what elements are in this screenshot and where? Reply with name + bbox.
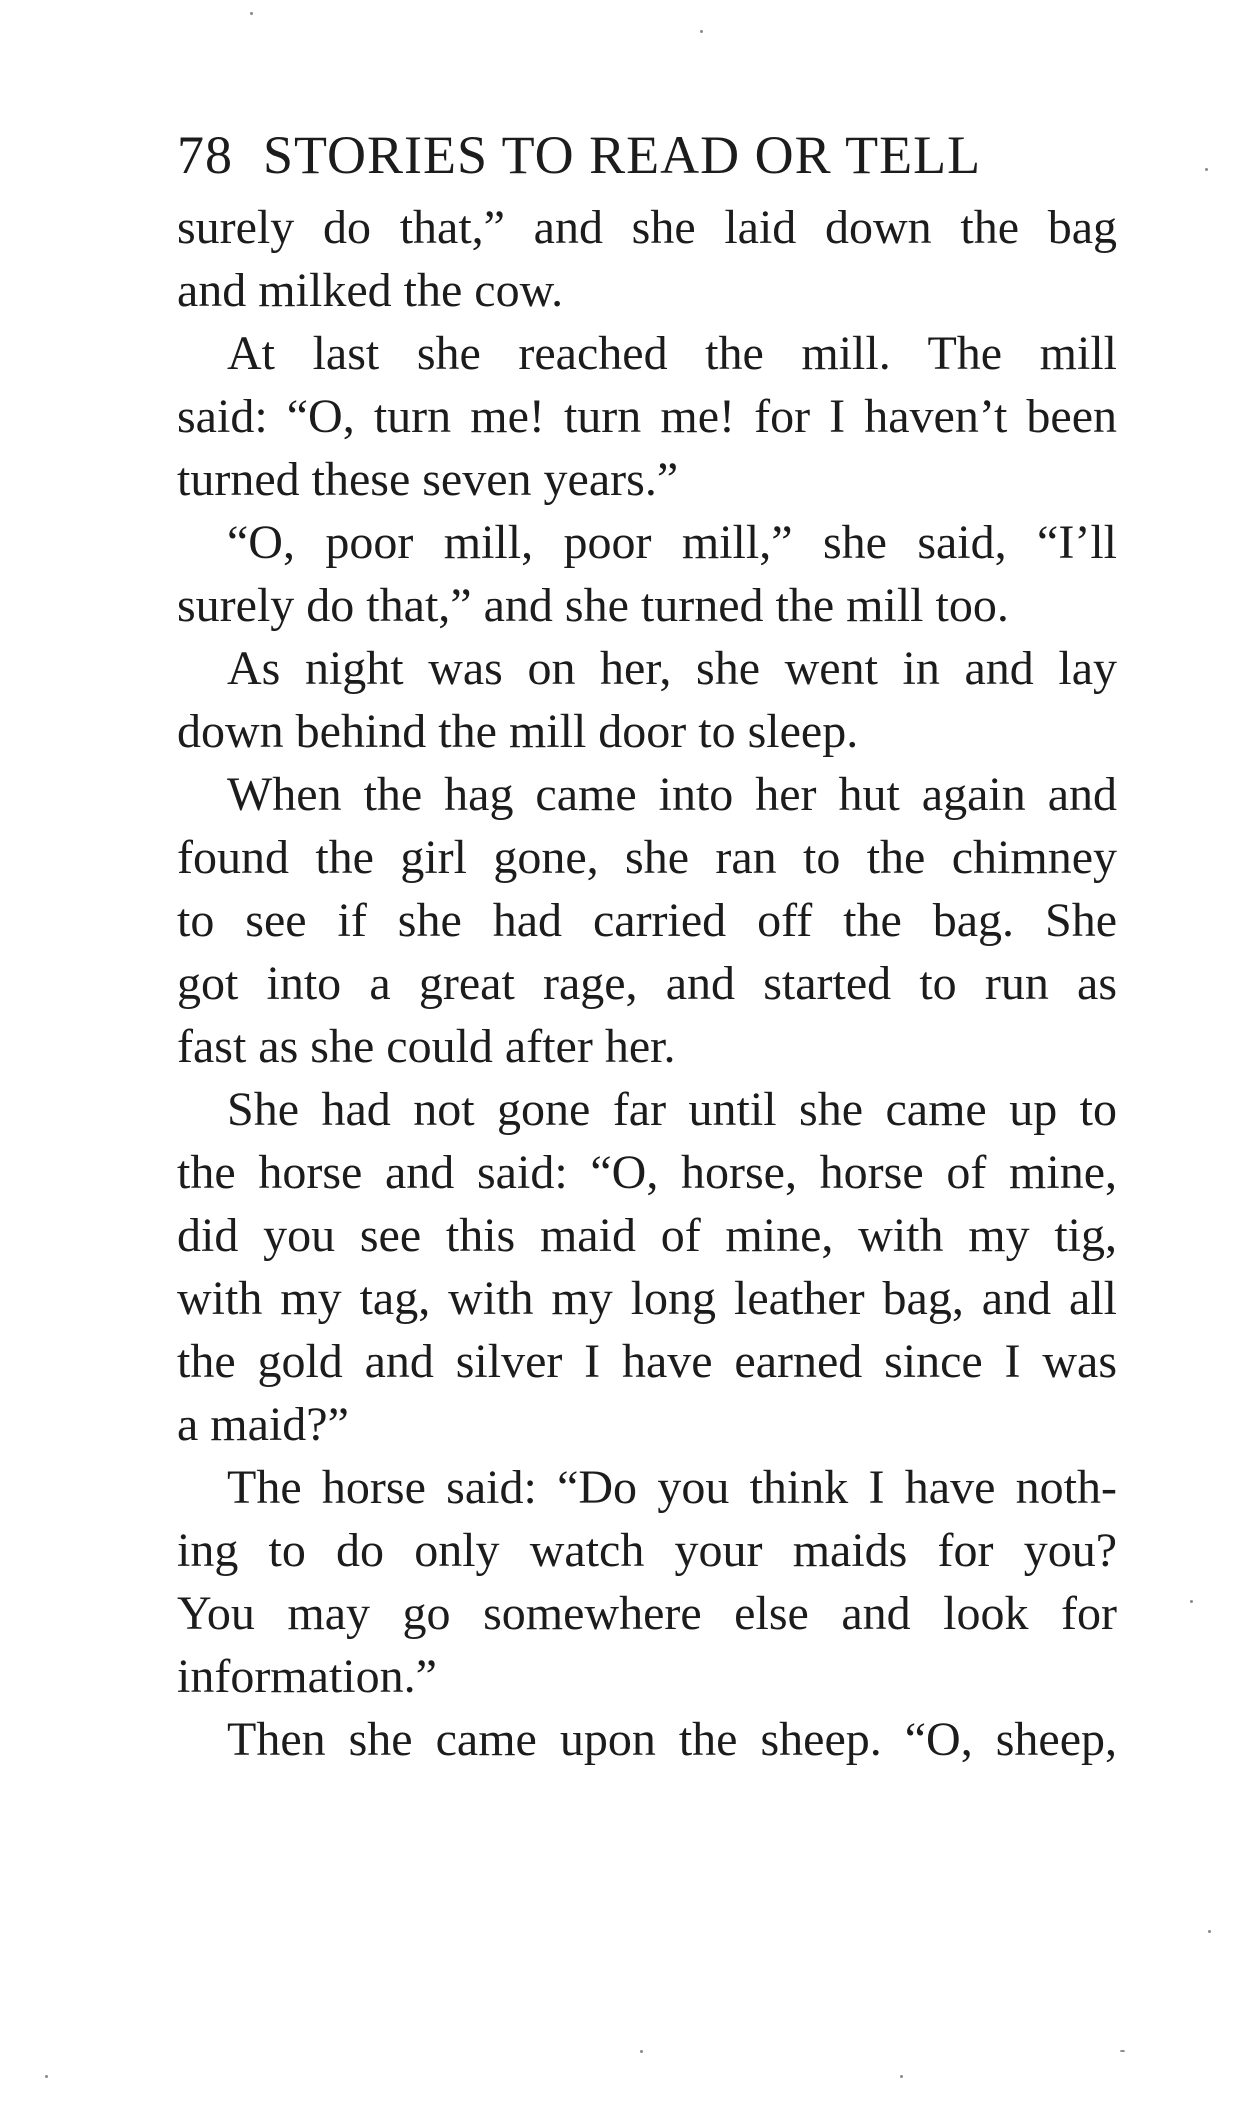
scan-speck: [1120, 2050, 1125, 2052]
text-line: got into a great rage, and started to run as: [177, 957, 1117, 1010]
text-line: the gold and silver I have earned since I was: [177, 1335, 1117, 1388]
scan-speck: [1190, 1600, 1193, 1603]
text-line: She had not gone far until she came up to: [227, 1083, 1117, 1136]
scan-speck: [900, 2075, 903, 2078]
text-line: “O, poor mill, poor mill,” she said, “I’ll: [227, 516, 1117, 569]
text-line: with my tag, with my long leather bag, and all: [177, 1272, 1117, 1325]
text-line: fast as she could after her.: [177, 1020, 676, 1073]
page-number: 78: [177, 125, 233, 185]
scan-speck: [700, 30, 703, 33]
text-line: to see if she had carried off the bag. She: [177, 894, 1117, 947]
scan-speck: [1205, 168, 1208, 171]
text-line: surely do that,” and she laid down the bag: [177, 201, 1117, 254]
text-line: the horse and said: “O, horse, horse of mine,: [177, 1146, 1117, 1199]
body-text: [177, 196, 1117, 1771]
text-line: and milked the cow.: [177, 264, 564, 317]
text-line: information.”: [177, 1650, 437, 1703]
text-line: said: “O, turn me! turn me! for I haven’t been: [177, 390, 1117, 443]
text-line: At last she reached the mill. The mill: [227, 327, 1117, 380]
running-header: [177, 120, 1117, 190]
text-line: When the hag came into her hut again and: [227, 768, 1117, 821]
scan-speck: [45, 2075, 48, 2078]
running-title: STORIES TO READ OR TELL: [263, 125, 982, 185]
text-line: turned these seven years.”: [177, 453, 679, 506]
text-line: You may go somewhere else and look for: [177, 1587, 1117, 1640]
scan-speck: [1208, 1930, 1211, 1933]
text-line: down behind the mill door to sleep.: [177, 705, 859, 758]
text-line: ing to do only watch your maids for you?: [177, 1524, 1117, 1577]
text-line: Then she came upon the sheep. “O, sheep,: [227, 1713, 1117, 1766]
scan-speck: [640, 2050, 643, 2053]
text-line: surely do that,” and she turned the mill too.: [177, 579, 1009, 632]
text-line: did you see this maid of mine, with my tig,: [177, 1209, 1117, 1262]
text-line: a maid?”: [177, 1398, 349, 1451]
text-line: As night was on her, she went in and lay: [227, 642, 1117, 695]
text-line: found the girl gone, she ran to the chimney: [177, 831, 1117, 884]
scan-speck: [250, 12, 253, 15]
text-line: The horse said: “Do you think I have noth-: [227, 1461, 1117, 1514]
